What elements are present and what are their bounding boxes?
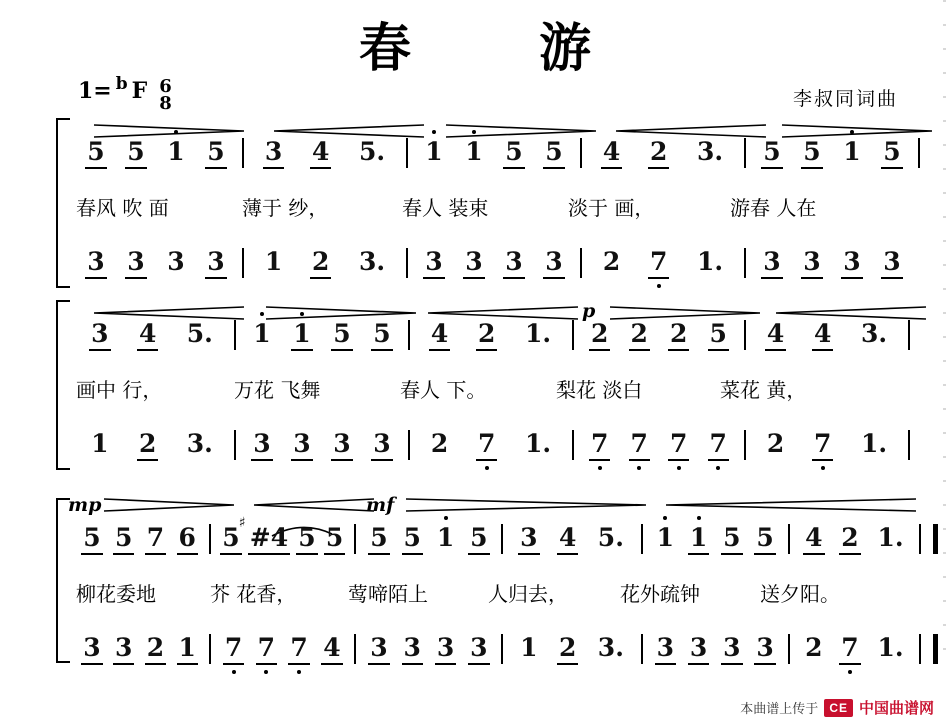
measure-5	[752, 319, 902, 351]
note: 1	[425, 137, 443, 166]
note: 3	[85, 247, 106, 279]
measure-3	[416, 319, 566, 351]
barline	[408, 320, 410, 350]
lyric-segment: 薄于 纱，	[242, 195, 329, 220]
note: 4	[557, 523, 578, 555]
measure-2	[217, 633, 348, 665]
note: 2	[137, 429, 158, 461]
note: 3	[371, 429, 392, 461]
measure-1	[76, 633, 203, 665]
note: 3	[125, 247, 146, 279]
note: 5	[331, 319, 352, 351]
measure-3	[414, 137, 574, 169]
key-letter: F	[131, 78, 148, 104]
note: 3	[331, 429, 352, 461]
lyric-segment: 游春 人在	[730, 195, 817, 220]
note: 5	[324, 523, 345, 555]
measure-2	[250, 137, 400, 169]
site-logo: CE	[824, 699, 853, 717]
barline	[572, 430, 574, 460]
note: 1	[253, 319, 271, 348]
note: 3	[81, 633, 102, 665]
hairpin-decrescendo	[446, 124, 596, 138]
system-3	[56, 494, 944, 670]
hairpin-decrescendo	[610, 306, 760, 320]
note: 3	[801, 247, 822, 279]
lyric-segment: 送夕阳。	[760, 581, 840, 606]
hairpin-decrescendo	[266, 306, 416, 320]
note: 5	[761, 137, 782, 169]
final-barline	[933, 634, 938, 664]
barline	[744, 248, 746, 278]
note: 5	[402, 523, 423, 555]
measure-4	[509, 523, 634, 555]
note: 3	[291, 429, 312, 461]
measure-1	[76, 137, 236, 169]
note: 5	[801, 137, 822, 169]
measure-1	[76, 247, 236, 279]
note: 5	[503, 137, 524, 169]
measure-3	[414, 247, 574, 279]
note: 3.	[359, 247, 386, 276]
barline	[234, 430, 236, 460]
barline	[580, 138, 582, 168]
note: 5	[125, 137, 146, 169]
note: 6	[177, 523, 198, 555]
measure-5	[649, 633, 782, 665]
lyric-segment: 人归去，	[488, 581, 568, 606]
note: 3.	[597, 633, 624, 662]
hairpin-crescendo	[616, 124, 766, 138]
time-signature	[159, 76, 172, 115]
note: 7	[288, 633, 309, 665]
hairpin-crescendo	[274, 124, 424, 138]
hairpin-decrescendo	[782, 124, 932, 138]
barline	[406, 138, 408, 168]
system-brace	[56, 300, 70, 470]
page-title: 春 游	[358, 19, 629, 79]
note: 7	[668, 429, 689, 461]
note: 2	[430, 429, 449, 458]
measure-6	[796, 523, 913, 555]
measure-3	[362, 633, 495, 665]
note: 1	[177, 633, 198, 665]
measure-1	[76, 523, 203, 555]
meter-denominator: 8	[159, 93, 172, 115]
barline	[919, 634, 921, 664]
scan-edge-marks	[943, 0, 946, 726]
note: 3	[881, 247, 902, 279]
measure-4	[580, 319, 738, 351]
note: 7	[708, 429, 729, 461]
note: 5	[296, 523, 317, 555]
note: 3	[655, 633, 676, 665]
note: 3	[721, 633, 742, 665]
note: 2	[476, 319, 497, 351]
note: 5	[368, 523, 389, 555]
note: 3	[688, 633, 709, 665]
note: 7	[629, 429, 650, 461]
note: 5	[113, 523, 134, 555]
measure-3	[416, 429, 566, 461]
note: 5	[881, 137, 902, 169]
note: 3	[263, 137, 284, 169]
note: 3	[435, 633, 456, 665]
note: 5	[205, 137, 226, 169]
note: 3	[368, 633, 389, 665]
note: 2	[602, 247, 621, 276]
note-sharp: ♯ #4	[248, 523, 290, 555]
note: 3.	[186, 429, 213, 458]
barline	[744, 138, 746, 168]
lyric-segment: 菜花 黄，	[720, 377, 807, 402]
lyric-segment: 画中 行，	[76, 377, 163, 402]
hairpin-crescendo	[666, 498, 916, 512]
barline	[788, 634, 790, 664]
note: 5.	[597, 523, 624, 552]
note: 4	[601, 137, 622, 169]
note: 1.	[861, 429, 888, 458]
note: 1	[167, 137, 185, 166]
lyric-segment: 梨花 淡白	[556, 377, 643, 402]
note: 3	[543, 247, 564, 279]
hairpin-crescendo	[254, 498, 374, 512]
footer-watermark	[740, 697, 934, 718]
note: 3	[423, 247, 444, 279]
barline	[354, 524, 356, 554]
note: 3	[463, 247, 484, 279]
barline	[408, 430, 410, 460]
note: 3	[503, 247, 524, 279]
dynamic-mark: p	[582, 300, 596, 322]
note: 3.	[697, 137, 724, 166]
system-brace	[56, 118, 70, 288]
note: 7	[145, 523, 166, 555]
barline	[406, 248, 408, 278]
barline	[641, 634, 643, 664]
barline	[744, 430, 746, 460]
lyric-segment: 万花 飞舞	[234, 377, 321, 402]
note: 3	[251, 429, 272, 461]
melody-row	[76, 314, 944, 356]
note: 1.	[525, 319, 552, 348]
key-signature	[78, 74, 172, 115]
measure-2	[250, 247, 400, 279]
barline	[209, 524, 211, 554]
melody-row	[76, 132, 944, 174]
note: 5	[721, 523, 742, 555]
note: 1.	[525, 429, 552, 458]
note: 3.	[861, 319, 888, 348]
note: 5	[85, 137, 106, 169]
barline	[209, 634, 211, 664]
barline	[354, 634, 356, 664]
note: 3	[468, 633, 489, 665]
note: 1	[291, 319, 312, 351]
note: 4	[321, 633, 342, 665]
note: 5.	[186, 319, 213, 348]
note: 5	[468, 523, 489, 555]
note: 1	[436, 523, 455, 552]
note: 2	[557, 633, 578, 665]
lyric-segment: 莺啼陌上	[348, 581, 428, 606]
barline	[918, 138, 920, 168]
measure-5	[752, 247, 912, 279]
note: 5	[371, 319, 392, 351]
harmony-row	[76, 242, 944, 284]
note: 4	[310, 137, 331, 169]
flat-symbol: b	[115, 74, 128, 94]
measure-4	[588, 247, 738, 279]
note: 1.	[877, 633, 904, 662]
measure-5	[752, 429, 902, 461]
system-1	[56, 118, 944, 284]
key-label: 1=	[78, 78, 112, 104]
lyric-segment: 芥 花香，	[210, 581, 297, 606]
measure-6	[796, 633, 913, 665]
note: 7	[812, 429, 833, 461]
note: 3	[761, 247, 782, 279]
note: 2	[648, 137, 669, 169]
system-2	[56, 300, 944, 466]
composer-credit: 李叔同词曲	[792, 88, 898, 110]
measure-2	[217, 523, 348, 555]
barline	[501, 634, 503, 664]
hairpin-crescendo	[428, 306, 578, 320]
note: 1	[688, 523, 709, 555]
note: 2	[668, 319, 689, 351]
note: 4	[429, 319, 450, 351]
lyric-segment: 春人 装束	[402, 195, 489, 220]
note: 1	[91, 429, 109, 458]
measure-2	[242, 429, 402, 461]
barline	[242, 138, 244, 168]
lyrics-row	[76, 572, 944, 612]
lyric-segment: 春风 吹 面	[76, 195, 169, 220]
note: 5	[708, 319, 729, 351]
harmony-row	[76, 628, 944, 670]
barline	[908, 430, 910, 460]
note: 7	[589, 429, 610, 461]
barline	[788, 524, 790, 554]
note: 7	[648, 247, 669, 279]
note: 1	[656, 523, 674, 552]
note: 1.	[697, 247, 724, 276]
barline	[501, 524, 503, 554]
footer-note: 本曲谱上传于	[740, 701, 819, 716]
note: 1.	[877, 523, 904, 552]
melody-row	[76, 518, 944, 560]
hairpin-decrescendo	[94, 124, 244, 138]
final-barline	[933, 524, 938, 554]
measure-5	[752, 137, 912, 169]
hairpin-crescendo	[776, 306, 926, 320]
measure-4	[509, 633, 634, 665]
note: 1	[264, 247, 283, 276]
hairpin-decrescendo	[406, 498, 646, 512]
hairpin-crescendo	[94, 306, 244, 320]
note: 5.	[359, 137, 386, 166]
note: 1	[843, 137, 861, 166]
note: 5	[543, 137, 564, 169]
note: 5	[81, 523, 102, 555]
lyrics-row	[76, 186, 944, 226]
measure-3	[362, 523, 495, 555]
meter-numerator: 6	[159, 76, 172, 97]
note: 7	[223, 633, 244, 665]
barline	[641, 524, 643, 554]
barline	[908, 320, 910, 350]
system-brace	[56, 498, 70, 663]
measure-1	[76, 429, 228, 461]
note: 5	[220, 523, 241, 555]
lyric-segment: 淡于 画，	[568, 195, 655, 220]
note: 3	[402, 633, 423, 665]
harmony-row	[76, 424, 944, 466]
note: 2	[805, 633, 823, 662]
lyrics-row	[76, 368, 944, 408]
note: 4	[812, 319, 833, 351]
hairpin-decrescendo	[104, 498, 234, 512]
note: 2	[589, 319, 610, 351]
lyric-segment: 柳花委地	[76, 581, 156, 606]
note: 3	[167, 247, 185, 276]
note: 3	[205, 247, 226, 279]
measure-4	[588, 137, 738, 169]
note: 7	[256, 633, 277, 665]
note: 2	[629, 319, 650, 351]
note: 4	[803, 523, 824, 555]
note: 3	[89, 319, 110, 351]
note: 7	[839, 633, 860, 665]
note: 1	[520, 633, 538, 662]
note: 4	[765, 319, 786, 351]
note: 2	[310, 247, 331, 279]
note: 3	[841, 247, 862, 279]
lyric-segment: 花外疏钟	[620, 581, 700, 606]
dynamic-mark: mf	[366, 494, 395, 516]
dynamic-mark: mp	[68, 494, 102, 516]
note: 7	[476, 429, 497, 461]
measure-2	[242, 319, 402, 351]
note: 2	[145, 633, 166, 665]
note: 3	[754, 633, 775, 665]
note: 1	[465, 137, 483, 166]
note: 3	[518, 523, 539, 555]
note: 5	[754, 523, 775, 555]
barline	[242, 248, 244, 278]
measure-5	[649, 523, 782, 555]
barline	[919, 524, 921, 554]
note: 2	[839, 523, 860, 555]
measure-1	[76, 319, 228, 351]
barline	[572, 320, 574, 350]
barline	[580, 248, 582, 278]
lyric-segment: 春人 下。	[400, 377, 487, 402]
note: 3	[113, 633, 134, 665]
note: 2	[766, 429, 785, 458]
site-name: 中国曲谱网	[858, 700, 934, 717]
barline	[744, 320, 746, 350]
note: 4	[137, 319, 158, 351]
barline	[234, 320, 236, 350]
measure-4	[580, 429, 738, 461]
